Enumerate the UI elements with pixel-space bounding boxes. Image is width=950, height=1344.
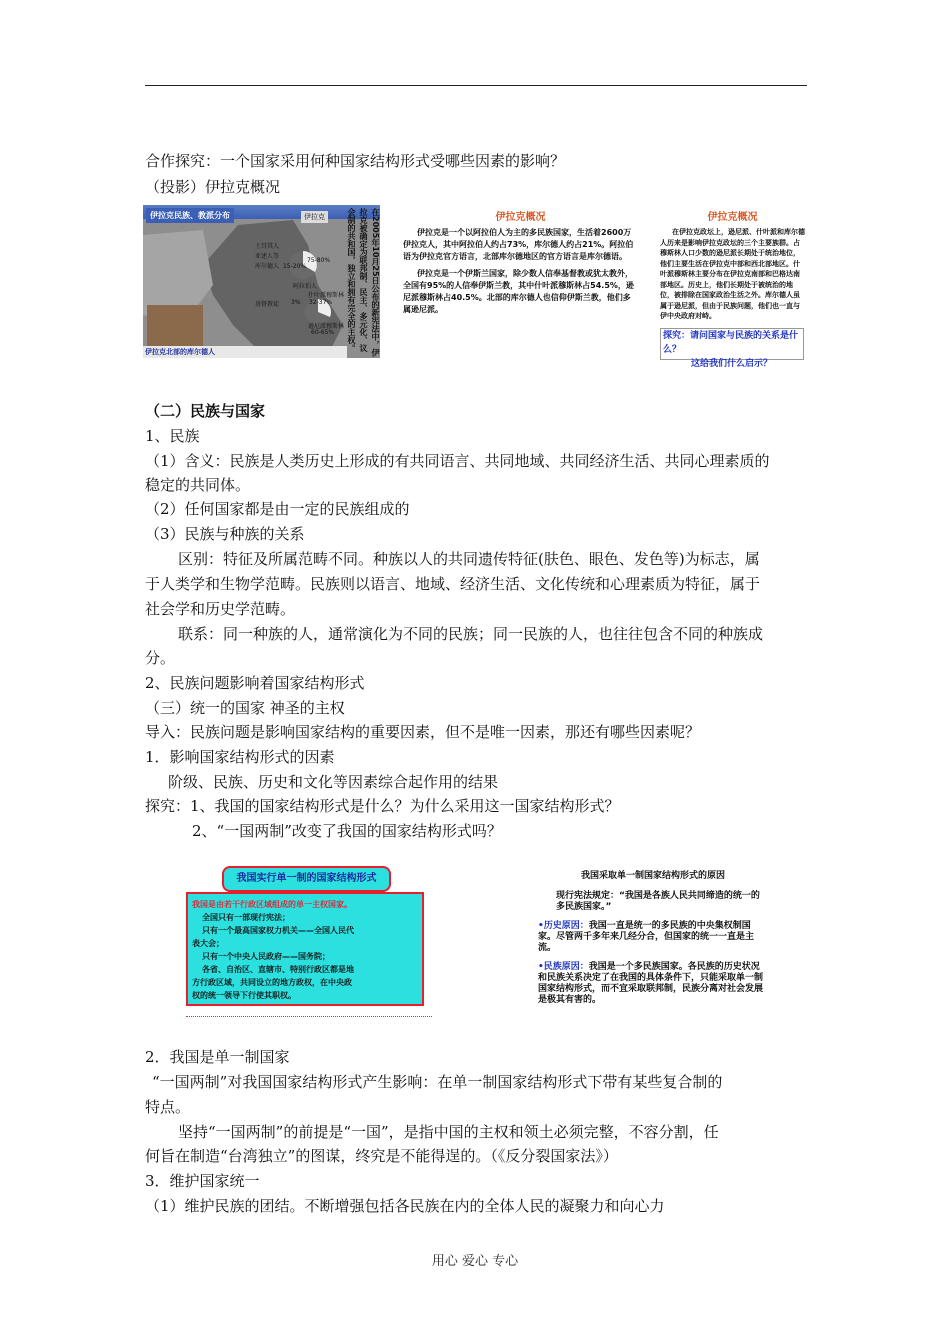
map-title: 伊拉克民族、教派分布 bbox=[146, 208, 234, 223]
unitary-state-slide bbox=[182, 862, 427, 1012]
header-rule bbox=[145, 85, 807, 86]
constitution-side-text: 在2005年10月25日公布的新宪法中，伊拉克被确定为联邦制、民主、多元化、议会制的共和国，独立和拥有完全的主权。 bbox=[347, 208, 380, 357]
slide-paragraph: 伊拉克是一个伊斯兰国家，除少数人信奉基督教或犹太教外，全国有95%的人信奉伊斯兰教，其中什叶派穆斯林占54.5%，逊尼派穆斯林占40.5%。北部的库尔德人也信仰伊斯兰教，他们多属逊尼派。 bbox=[403, 269, 634, 314]
intro-projection: （投影）伊拉克概况 bbox=[145, 178, 281, 196]
slide-title: 伊拉克概况 bbox=[707, 212, 758, 223]
iraq-politics-slide bbox=[660, 208, 805, 326]
slide-divider bbox=[186, 1016, 432, 1017]
slide-title: 伊拉克概况 bbox=[495, 212, 546, 223]
unitary-slide-title: 我国实行单一制的国家结构形式 bbox=[222, 866, 391, 892]
slide-paragraph: 在伊拉克政坛上，逊尼派、什叶派和库尔德人历来是影响伊拉克政坛的三个主要族群。占穆斯林人口少数的逊尼派长期处于统治地位，他们主要生活在伊拉克中部和西北部地区。什叶派穆斯林主要分布在伊拉克南部和巴格达南部地区。历史上，他们长期处于被统治的地位，被排除在国家政治生活之外。库尔德人虽属于逊尼派，但由于民族问题，他们也一直与伊中央政府对峙。 bbox=[660, 228, 805, 320]
iraq-overview-slide bbox=[403, 208, 638, 358]
map-country-label: 伊拉克 bbox=[301, 211, 328, 223]
intro-question: 合作探究：一个国家采用何种国家结构形式受哪些因素的影响？ bbox=[145, 152, 566, 170]
iraq-map-slide: 伊拉克民族、教派分布 伊拉克 土耳其人 亚述人等 库尔德人 阿拉伯人 什叶派穆斯林 基督教徒 逊尼派穆斯林 15-20% 75-80% 32-37% 60-65% 3% 伊拉克北部的库尔德人 bbox=[143, 205, 380, 358]
kurdish-people-photo bbox=[147, 305, 203, 349]
section-heading: （三）统一的国家 神圣的主权 bbox=[145, 699, 345, 717]
reasons-slide-title: 我国采取单一制国家结构形式的原因 bbox=[580, 871, 725, 881]
explore-question-box: 探究：请问国家与民族的关系是什么？ 这给我们什么启示？ bbox=[660, 328, 804, 360]
section-heading: （二）民族与国家 bbox=[145, 402, 266, 420]
page-footer: 用心 爱心 专心 bbox=[431, 1254, 519, 1269]
unitary-content-box: 我国是由若干行政区域组成的单一主权国家。 全国只有一部现行宪法； 只有一个最高国家权力机关——全国人民代 表大会； 只有一个中央人民政府——国务院； 各省、自治区、直辖市、特别行政区都是地 方行政区域，共同设立的地方政权，在中央政 权的统一领导下行使其职权。 bbox=[186, 892, 424, 1006]
unitary-reasons-slide: 我国采取单一制国家结构形式的原因 现行宪法规定：“我国是各族人民共同缔造的统一的多民族国家。” •历史原因：我国一直是统一的多民族的中央集权制国家。尽管两千多年来几经分合，但国家的统一一直是主流。 •民族原因：我国是一个多民族国家。各民族的历史状况和民族关系决定了在我国的具体条件下，只能采取单一制国家结构形式，而不宜采取联邦制，民族分离对社会发展是极其有害的。 bbox=[538, 868, 768, 1028]
map-caption: 伊拉克北部的库尔德人 bbox=[143, 346, 347, 358]
slide-paragraph: 伊拉克是一个以阿拉伯人为主的多民族国家，生活着2600万伊拉克人，其中阿拉伯人约占73%，库尔德人约占21%。阿拉伯语为伊拉克官方语言，北部库尔德地区的官方语言是库尔德语。 bbox=[403, 228, 634, 261]
